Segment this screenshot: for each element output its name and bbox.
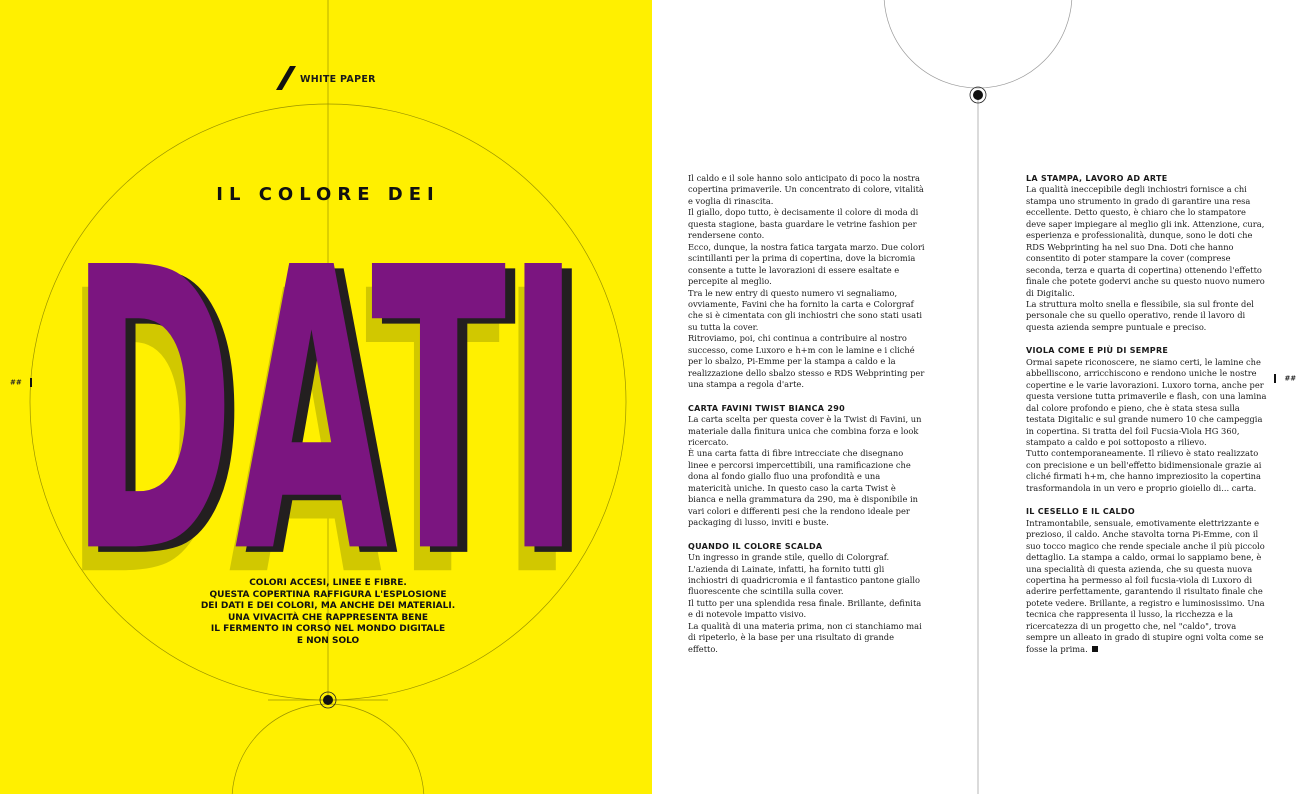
subtitle-line: IL FERMENTO IN CORSO NEL MONDO DIGITALE xyxy=(210,624,446,634)
body-paragraph: Ritroviamo, poi, chi continua a contribuire al nostro successo, come Luxoro e h+m con le lamine e i cliché per lo sbalzo, Pi-Emme per la stampa a caldo e la realizzazione dello sbalzo stesso e RDS Webprinting per una stampa a regola d'arte. xyxy=(688,333,925,390)
end-mark-icon xyxy=(1092,646,1098,652)
article-column-2 xyxy=(1026,173,1268,655)
article-page xyxy=(652,0,1304,794)
body-paragraph: Il giallo, dopo tutto, è decisamente il colore di moda di questa stagione, basta guardare le vetrine fashion per rendersene conto. xyxy=(688,207,919,241)
body-paragraph: Tra le new entry di questo numero vi segnaliamo, ovviamente, Favini che ha fornito la carta e Colorgraf che si è cimentata con gli inchiostri che sono stati usati su tutta la cover. xyxy=(688,287,923,332)
section-heading: VIOLA COME E PIÙ DI SEMPRE xyxy=(1026,346,1169,356)
body-paragraph: La carta scelta per questa cover è la Twist di Favini, un materiale dalla finitura unica che combina forza e look ricercato. xyxy=(688,414,922,447)
section-heading: QUANDO IL COLORE SCALDA xyxy=(688,541,823,551)
article-column-1 xyxy=(688,173,926,655)
headline-shadow-dark: DATI xyxy=(80,191,590,645)
section-heading: CARTA FAVINI TWIST BIANCA 290 xyxy=(688,403,845,413)
subtitle-line: E NON SOLO xyxy=(296,635,360,646)
subtitle-line: UNA VIVACITÀ CHE RAPPRESENTA BENE xyxy=(227,612,429,623)
body-paragraph: La qualità di una materia prima, non ci stanchiamo mai di ripeterlo, è la base per una risultato di grande effetto. xyxy=(688,620,922,654)
body-paragraph: Ormai sapete riconoscere, ne siamo certi, le lamine che abbelliscono, arricchiscono e rendono uniche le nostre copertine e le varie lavorazioni. Luxoro torna, anche per questa versione tutta primaverile e flash, con una lamina dal colore profondo e pieno, che è stata stesa sulla testata Digitalic e sul grande numero 10 che campeggia in copertina. Si tratta del foil Fucsia-Viola HG 360, stampato a caldo e poi sottoposto a rilievo. xyxy=(1026,356,1267,447)
body-paragraph: Il tutto per una splendida resa finale. Brillante, definita e di notevole impatto visivo. xyxy=(688,597,922,620)
body-paragraph: La qualità ineccepibile degli inchiostri fornisce a chi stampa uno strumento in grado di garantire una resa eccellente. Detto questo, è chiaro che lo stampatore deve saper impiegare al meglio gli ink. Attenzione, cura, esperienza e professionalità, dunque, sono le doti che RDS Webprinting ha nel suo Dna. Doti che hanno consentito di poter stampare la cover (comprese seconda, terza e quarta di copertina) ottenendo l'effetto finale che potete godervi anche su questo nuovo numero di Digitalic. xyxy=(1026,184,1265,298)
page-number-left: ## xyxy=(10,378,32,387)
body-paragraph: La struttura molto snella e flessibile, sia sul fronte del personale che su quello operativo, rende il lavoro di questa azienda sempre puntuale e preciso. xyxy=(1026,298,1254,332)
section-label: WHITE PAPER xyxy=(300,74,376,85)
body-paragraph: Intramontabile, sensuale, emotivamente elettrizzante e prezioso, il caldo. Anche stavolta torna Pi-Emme, con il suo tocco magico che rende speciale anche il più piccolo dettaglio. La stampa a caldo, ormai lo sappiamo bene, è una specialità di questa azienda, che su questa nuova copertina ha permesso al foil fucsia-viola di Luxoro di aderire perfettamente, garantendo il risultato finale che potete vedere. Brillante, a registro e luminosissimo. Una tecnica che rappresenta il lusso, la ricchezza e la ricercatezza di un progetto che, nel "caldo", trova sempre un alleato in grado di stupire ogni volta come se fosse la prima. xyxy=(1026,517,1265,654)
body-paragraph: Ecco, dunque, la nostra fatica targata marzo. Due colori scintillanti per la prima di copertina, dove la bicromia consente a tutte le lavorazioni di essere esaltate e percepite al meglio. xyxy=(688,241,925,287)
body-paragraph: Tutto contemporaneamente. Il rilievo è stato realizzato con precisione e un bell'effetto bidimensionale grazie ai cliché firmati h+m, che hanno impreziosito la copertina trasformandola in un vero e proprio gioiello di... carta. xyxy=(1026,448,1262,493)
page-number-right: ## xyxy=(1274,374,1296,383)
subtitle-line: COLORI ACCESI, LINEE E FIBRE. xyxy=(249,578,407,588)
headline-kicker: IL COLORE DEI xyxy=(216,184,440,205)
section-heading: LA STAMPA, LAVORO AD ARTE xyxy=(1026,174,1168,183)
headline-shadow-olive: DATI xyxy=(64,210,574,663)
body-paragraph: Un ingresso in grande stile, quello di Colorgraf. xyxy=(688,552,890,563)
subtitle-line: QUESTA COPERTINA RAFFIGURA L'ESPLOSIONE xyxy=(209,589,447,600)
body-paragraph: Il caldo e il sole hanno solo anticipato di poco la nostra copertina primaverile. Un concentrato di colore, vitalità e voglia di rinascita. xyxy=(688,173,924,206)
body-paragraph: L'azienda di Lainate, infatti, ha fornito tutti gli inchiostri di quadricromia e il fantastico pantone giallo fluorescente che scintilla sulla cover. xyxy=(688,563,921,597)
cover-subtitle xyxy=(190,578,466,647)
section-heading: IL CESELLO E IL CALDO xyxy=(1026,507,1135,517)
body-paragraph: È una carta fatta di fibre intrecciate che disegnano linee e percorsi impercettibili, una ramificazione che dona al fondo giallo fluo una profondità e una matericità uniche. In questo caso la carta Twist è bianca e nella grammatura da 290, ma è disponibile in vari colori e differenti pesi che la rendono ideale per packaging di lusso, inviti e buste. xyxy=(688,448,919,528)
headline-letters: DATI xyxy=(70,186,580,639)
subtitle-line: DEI DATI E DEI COLORI, MA ANCHE DEI MATERIALI. xyxy=(200,601,456,611)
